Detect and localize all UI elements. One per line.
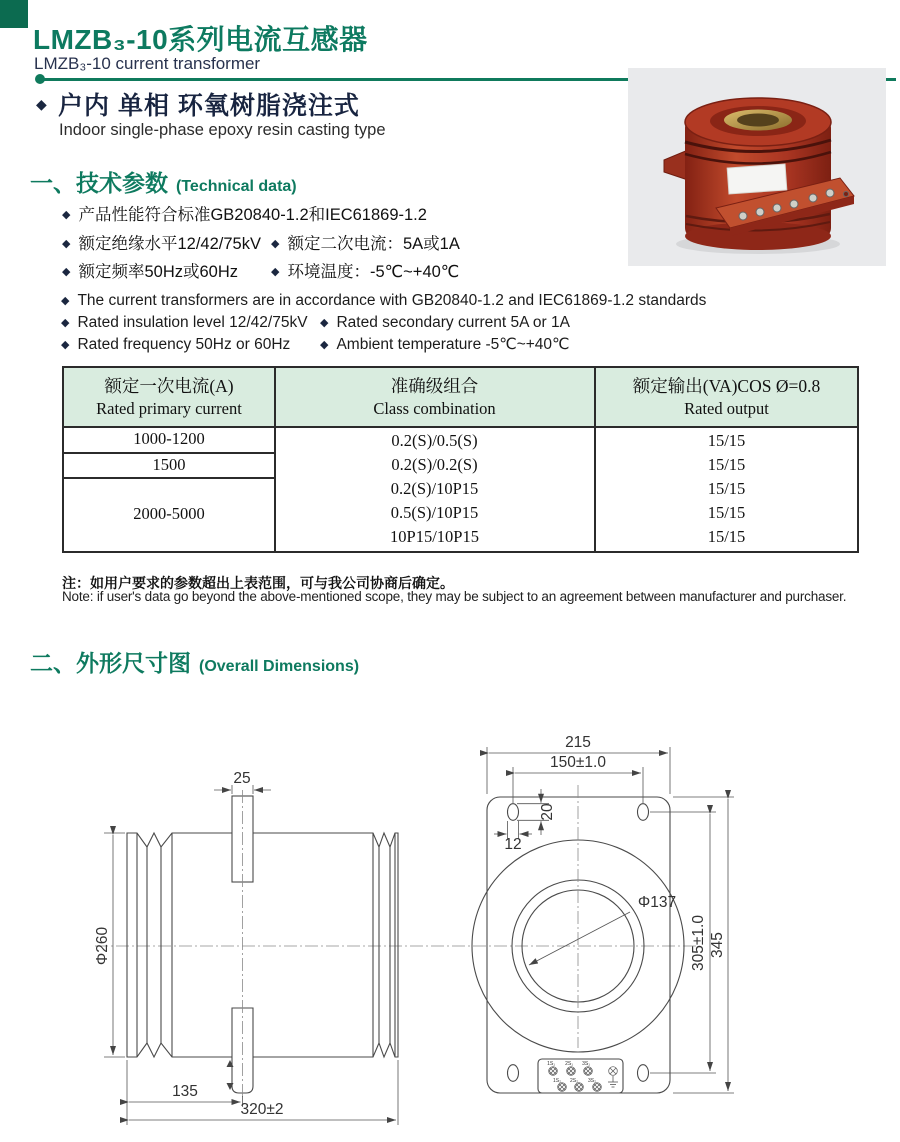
dim-label-mount-span: 305±1.0	[690, 915, 707, 971]
table-cell: 0.2(S)/0.2(S)	[391, 455, 478, 474]
dim-label-hole-span: 150±1.0	[550, 754, 606, 771]
dimension-drawings	[0, 700, 900, 1142]
tech-bullet-en-insulation: ◆ Rated insulation level 12/42/75kV	[61, 310, 308, 336]
table-note-cn: 注：如用户要求的参数超出上表范围，可与我公司协商后确定。	[62, 575, 454, 591]
diamond-icon: ◆	[61, 317, 70, 329]
page-title: LMZB₃-10系列电流互感器	[33, 24, 368, 55]
diamond-icon: ◆	[271, 266, 280, 278]
dim-label-bore: Φ137	[637, 894, 677, 911]
mounting-hole	[638, 804, 649, 821]
table-cell: 1500	[152, 455, 186, 474]
table-cell: 2000-5000	[133, 504, 205, 523]
tech-bullet-cn-frequency: ◆ 额定频率50Hz或60Hz	[62, 259, 238, 285]
diamond-icon: ◆	[36, 96, 47, 112]
tech-bullet-cn-secondary: ◆ 额定二次电流：5A或1A	[271, 231, 460, 257]
page-subtitle: LMZB₃-10 current transformer	[34, 54, 261, 73]
dim-label-stub-width: 25	[233, 770, 251, 787]
table-cell: 15/15	[707, 455, 746, 474]
tech-bullet-cn-standards: ◆ 产品性能符合标准GB20840-1.2和IEC61869-1.2	[62, 202, 427, 228]
diamond-icon: ◆	[271, 238, 280, 250]
tech-bullet-en-frequency: ◆ Rated frequency 50Hz or 60Hz	[61, 332, 290, 358]
terminal-label: 1S₁	[547, 1061, 555, 1067]
diamond-icon: ◆	[61, 339, 70, 351]
dim-label-plate-width: 215	[565, 734, 591, 751]
tech-bullet-en-secondary: ◆ Rated secondary current 5A or 1A	[320, 310, 570, 336]
section1-title-cn: 一、技术参数	[30, 170, 168, 196]
diamond-icon: ◆	[62, 209, 71, 221]
feature-subtitle: Indoor single-phase epoxy resin casting type	[59, 121, 386, 139]
diamond-icon: ◆	[62, 238, 71, 250]
product-photo	[628, 68, 886, 266]
diamond-icon: ◆	[320, 339, 329, 351]
dim-label-height: 345	[709, 932, 726, 958]
corner-accent-square	[0, 0, 28, 28]
section-technical-data	[30, 165, 297, 198]
mounting-hole	[638, 1065, 649, 1082]
terminal-label: 3S₂	[587, 1078, 597, 1084]
table-cell: 0.2(S)/0.5(S)	[391, 431, 478, 450]
mounting-hole	[508, 1065, 519, 1082]
tech-bullet-en-ambient: ◆ Ambient temperature -5℃~+40℃	[320, 332, 569, 358]
ratings-table	[62, 366, 859, 553]
diamond-icon: ◆	[61, 295, 70, 307]
divider-dot-icon	[35, 74, 45, 84]
dim-label-hole-width: 12	[504, 836, 522, 853]
dim-label-stub-offset: 135	[172, 1083, 198, 1100]
side-view-drawing	[127, 796, 398, 1093]
section1-title-en: (Technical data)	[176, 178, 297, 195]
table-cell: 15/15	[707, 503, 746, 522]
dim-label-length: 320±2	[240, 1101, 284, 1118]
feature-title: 户内 单相 环氧树脂浇注式	[58, 92, 360, 120]
mounting-hole	[508, 804, 519, 821]
ground-icon	[608, 1076, 618, 1087]
body-outline	[127, 833, 398, 1057]
tech-bullet-en-standards: ◆ The current transformers are in accordance with GB20840-1.2 and IEC61869-1.2 standards	[61, 288, 706, 314]
table-cell: 15/15	[707, 527, 746, 546]
terminal-label: 3S₁	[582, 1061, 590, 1067]
table-cell: 0.5(S)/10P15	[390, 503, 479, 522]
column-header-rated-output: 额定输出(VA)COS Ø=0.8 Rated output	[632, 376, 821, 418]
section-overall-dimensions	[30, 645, 359, 678]
table-note-en: Note: if user's data go beyond the above-mentioned scope, they may be subject to an agreement between manufacturer and purchaser.	[62, 589, 847, 604]
terminal-label: 2S₂	[569, 1078, 579, 1084]
terminal-label: 2S₁	[565, 1061, 573, 1067]
diamond-icon: ◆	[62, 266, 71, 278]
table-cell: 15/15	[707, 431, 746, 450]
column-header-primary-current: 额定一次电流(A) Rated primary current	[96, 376, 242, 418]
dim-label-hole-height: 20	[539, 803, 556, 821]
dim-label-diameter: Φ260	[94, 926, 111, 966]
tech-bullet-cn-insulation: ◆ 额定绝缘水平12/42/75kV	[62, 231, 261, 257]
section2-title-cn: 二、外形尺寸图	[30, 650, 191, 676]
section2-title-en: (Overall Dimensions)	[199, 658, 360, 675]
nameplate-label	[727, 164, 787, 194]
tech-bullet-cn-ambient: ◆ 环境温度：-5℃~+40℃	[271, 259, 459, 285]
terminal-label: 1S₂	[552, 1078, 562, 1084]
table-cell: 0.2(S)/10P15	[390, 479, 479, 498]
table-cell: 1000-1200	[133, 429, 205, 448]
table-cell: 10P15/10P15	[390, 527, 479, 546]
diamond-icon: ◆	[320, 317, 329, 329]
table-row-divider	[64, 477, 274, 479]
table-cell: 15/15	[707, 479, 746, 498]
column-header-class-combination: 准确级组合 Class combination	[373, 376, 496, 418]
